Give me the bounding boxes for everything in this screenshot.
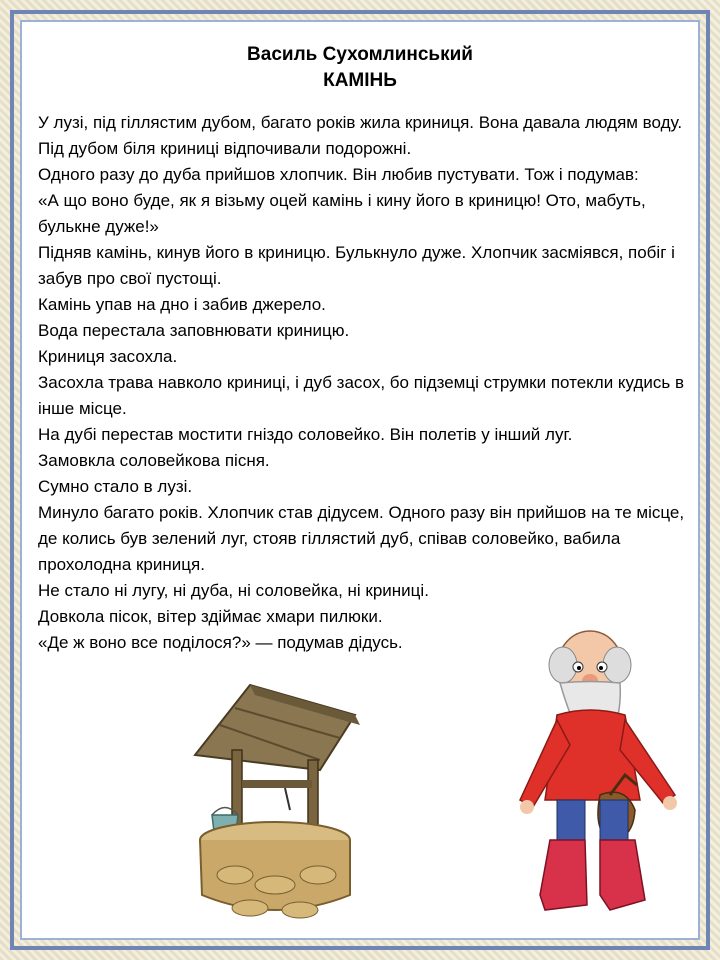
story-paragraph: Засохла трава навколо криниці, і дуб засох, бо підземці струмки потекли кудись в інше місце. [38, 373, 685, 418]
story-title: КАМІНЬ [323, 70, 397, 91]
story-paragraph: Одного разу до дуба прийшов хлопчик. Він любив пустувати. Тож і подумав: [38, 165, 639, 184]
story-paragraph: На дубі перестав мостити гніздо соловейко. Він полетів у інший луг. [38, 425, 573, 444]
old-man-illustration [515, 625, 695, 925]
story-paragraph: У лузі, під гіллястим дубом, багато років жила криниця. Вона давала людям воду. Під дубом біля криниці відпочивали подорожні. [38, 113, 683, 158]
story-paragraph: Сумно стало в лузі. [38, 477, 193, 496]
story-paragraph: Вода перестала заповнювати криницю. [38, 321, 350, 340]
story-paragraph: Довкола пісок, вітер здіймає хмари пилюки. [38, 607, 383, 626]
story-paragraph: «А що воно буде, як я візьму оцей камінь і кину його в криницю! Ото, мабуть, булькне дуже!» [38, 191, 646, 236]
author-name: Василь Сухомлинський [247, 44, 473, 65]
story-text [38, 110, 688, 656]
well-illustration [190, 680, 390, 930]
story-paragraph: Минуло багато років. Хлопчик став дідусем. Одного разу він прийшов на те місце, де колись був зелений луг, стояв гіллястий дуб, співав соловейко, вабила прохолодна криниця. [38, 503, 685, 574]
story-paragraph: «Де ж воно все поділося?» — подумав дідусь. [38, 633, 403, 652]
story-paragraph: Підняв камінь, кинув його в криницю. Булькнуло дуже. Хлопчик засміявся, побіг і забув про свої пустощі. [38, 243, 675, 288]
story-paragraph: Криниця засохла. [38, 347, 178, 366]
story-paragraph: Камінь упав на дно і забив джерело. [38, 295, 326, 314]
story-paragraph: Не стало ні лугу, ні дуба, ні соловейка, ні криниці. [38, 581, 429, 600]
story-paragraph: Замовкла соловейкова пісня. [38, 451, 270, 470]
